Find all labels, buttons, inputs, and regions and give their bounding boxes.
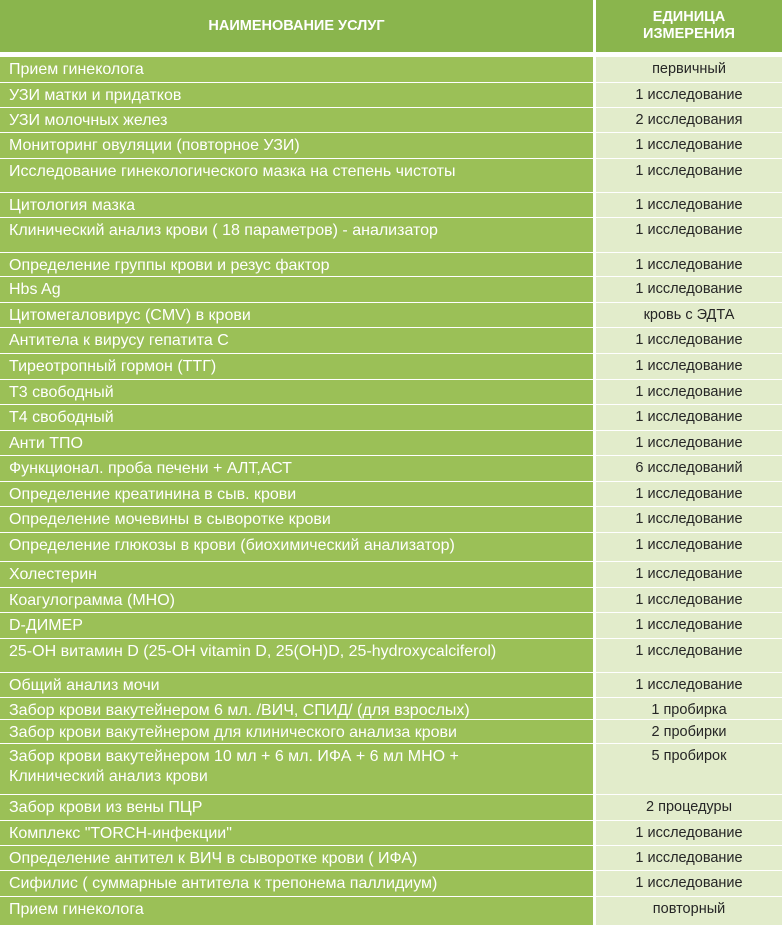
service-unit: 2 процедуры xyxy=(596,795,782,821)
header-services-name: НАИМЕНОВАНИЕ УСЛУГ xyxy=(0,0,593,57)
service-name xyxy=(0,533,593,562)
service-name xyxy=(0,871,593,897)
service-name-text: Цитомегаловирус (CMV) в крови xyxy=(9,307,251,324)
service-name xyxy=(0,277,593,303)
service-name xyxy=(0,482,593,507)
service-name xyxy=(0,380,593,405)
service-name-text: Забор крови из вены ПЦР xyxy=(9,799,203,816)
service-unit: 1 исследование xyxy=(596,159,782,193)
service-name-text: Цитология мазка xyxy=(9,197,136,214)
service-name-text: Т3 свободный xyxy=(9,384,114,401)
service-name-text: УЗИ молочных желез xyxy=(9,112,168,129)
service-unit: первичный xyxy=(596,57,782,83)
service-unit: 1 исследование xyxy=(596,253,782,277)
service-name-text: Общий анализ мочи xyxy=(9,677,160,694)
service-unit: 1 исследование xyxy=(596,405,782,431)
service-unit: 1 исследование xyxy=(596,193,782,218)
service-name-text: Клинический анализ крови ( 18 параметров) - анализатор xyxy=(9,222,438,239)
service-name xyxy=(0,456,593,482)
service-name xyxy=(0,639,593,673)
service-name-text: Определение глюкозы в крови (биохимический анализатор) xyxy=(9,537,455,554)
header-unit xyxy=(596,0,782,57)
service-unit: 1 исследование xyxy=(596,613,782,639)
service-name xyxy=(0,83,593,108)
service-name xyxy=(0,431,593,456)
service-name-text: Забор крови вакутейнером для клинического анализа крови xyxy=(9,724,457,741)
service-name xyxy=(0,562,593,588)
service-name xyxy=(0,253,593,277)
service-unit: 1 исследование xyxy=(596,277,782,303)
service-name-text: УЗИ матки и придатков xyxy=(9,87,182,104)
service-unit: 1 исследование xyxy=(596,871,782,897)
service-name-text: Сифилис ( суммарные антитела к трепонема паллидиум) xyxy=(9,875,438,892)
service-name xyxy=(0,159,593,193)
service-name-text: Прием гинеколога xyxy=(9,901,144,918)
service-name-text: Определение креатинина в сыв. крови xyxy=(9,486,297,503)
service-unit: 5 пробирок xyxy=(596,744,782,795)
service-unit: 1 исследование xyxy=(596,533,782,562)
service-name-text: Мониторинг овуляции (повторное УЗИ) xyxy=(9,137,300,154)
service-unit: 1 исследование xyxy=(596,639,782,673)
service-name xyxy=(0,673,593,698)
service-name-text: Антитела к вирусу гепатита С xyxy=(9,332,229,349)
service-name-text: Исследование гинекологического мазка на степень чистоты xyxy=(9,163,456,180)
service-unit: 1 исследование xyxy=(596,83,782,108)
service-name xyxy=(0,354,593,380)
service-name-text: Т4 свободный xyxy=(9,409,114,426)
service-name-text: Холестерин xyxy=(9,566,97,583)
service-unit: 2 исследования xyxy=(596,108,782,133)
service-unit: 1 исследование xyxy=(596,354,782,380)
header-unit-line2: ИЗМЕРЕНИЯ xyxy=(643,26,735,42)
service-name xyxy=(0,795,593,821)
service-unit: 1 исследование xyxy=(596,673,782,698)
service-unit: кровь с ЭДТА xyxy=(596,303,782,328)
service-name-text: Комплекс "TORCH-инфекции" xyxy=(9,825,232,842)
service-name xyxy=(0,218,593,253)
service-name xyxy=(0,303,593,328)
service-name-text-line2: Клинический анализ крови xyxy=(9,768,208,785)
service-name-text: Hbs Ag xyxy=(9,281,61,298)
service-unit: 1 исследование xyxy=(596,328,782,354)
service-name-text: Анти ТПО xyxy=(9,435,83,452)
header-unit-line1: ЕДИНИЦА xyxy=(652,9,726,25)
service-name-text: Определение мочевины в сыворотке крови xyxy=(9,511,331,528)
service-name xyxy=(0,588,593,613)
service-name-text: Коагулограмма (МНО) xyxy=(9,592,175,609)
service-unit: 1 исследование xyxy=(596,846,782,871)
service-name-text: Определение антител к ВИЧ в сыворотке крови ( ИФА) xyxy=(9,850,418,867)
service-name xyxy=(0,613,593,639)
service-unit: 1 исследование xyxy=(596,821,782,846)
service-name-text: Тиреотропный гормон (ТТГ) xyxy=(9,358,217,375)
service-name xyxy=(0,108,593,133)
service-name xyxy=(0,846,593,871)
service-unit: 1 исследование xyxy=(596,133,782,159)
service-name-text: Забор крови вакутейнером 6 мл. /ВИЧ, СПИД/ (для взрослых) xyxy=(9,702,470,719)
service-name-text: Функционал. проба печени + АЛТ,АСТ xyxy=(9,460,292,477)
service-unit: повторный xyxy=(596,897,782,926)
service-unit: 1 исследование xyxy=(596,431,782,456)
service-name-text: Забор крови вакутейнером 10 мл + 6 мл. ИФА + 6 мл МНО + xyxy=(9,748,459,765)
service-unit: 1 исследование xyxy=(596,482,782,507)
service-unit: 1 исследование xyxy=(596,588,782,613)
service-name-text: 25-ОН витамин D (25-OH vitamin D, 25(OH)D, 25-hydroxycalciferol) xyxy=(9,643,497,660)
service-unit: 6 исследований xyxy=(596,456,782,482)
service-unit: 2 пробирки xyxy=(596,720,782,744)
service-name-text: Прием гинеколога xyxy=(9,61,144,78)
service-name xyxy=(0,821,593,846)
service-name xyxy=(0,744,593,795)
service-unit: 1 исследование xyxy=(596,380,782,405)
service-name xyxy=(0,193,593,218)
service-unit: 1 исследование xyxy=(596,507,782,533)
service-name xyxy=(0,507,593,533)
service-name-text: D-ДИМЕР xyxy=(9,617,83,634)
service-name-text: Определение группы крови и резус фактор xyxy=(9,257,330,274)
service-name xyxy=(0,405,593,431)
service-unit: 1 исследование xyxy=(596,218,782,253)
service-name xyxy=(0,720,593,744)
service-name xyxy=(0,698,593,720)
service-name xyxy=(0,57,593,83)
service-name xyxy=(0,897,593,926)
service-unit: 1 пробирка xyxy=(596,698,782,720)
service-unit: 1 исследование xyxy=(596,562,782,588)
service-name xyxy=(0,328,593,354)
service-name xyxy=(0,133,593,159)
